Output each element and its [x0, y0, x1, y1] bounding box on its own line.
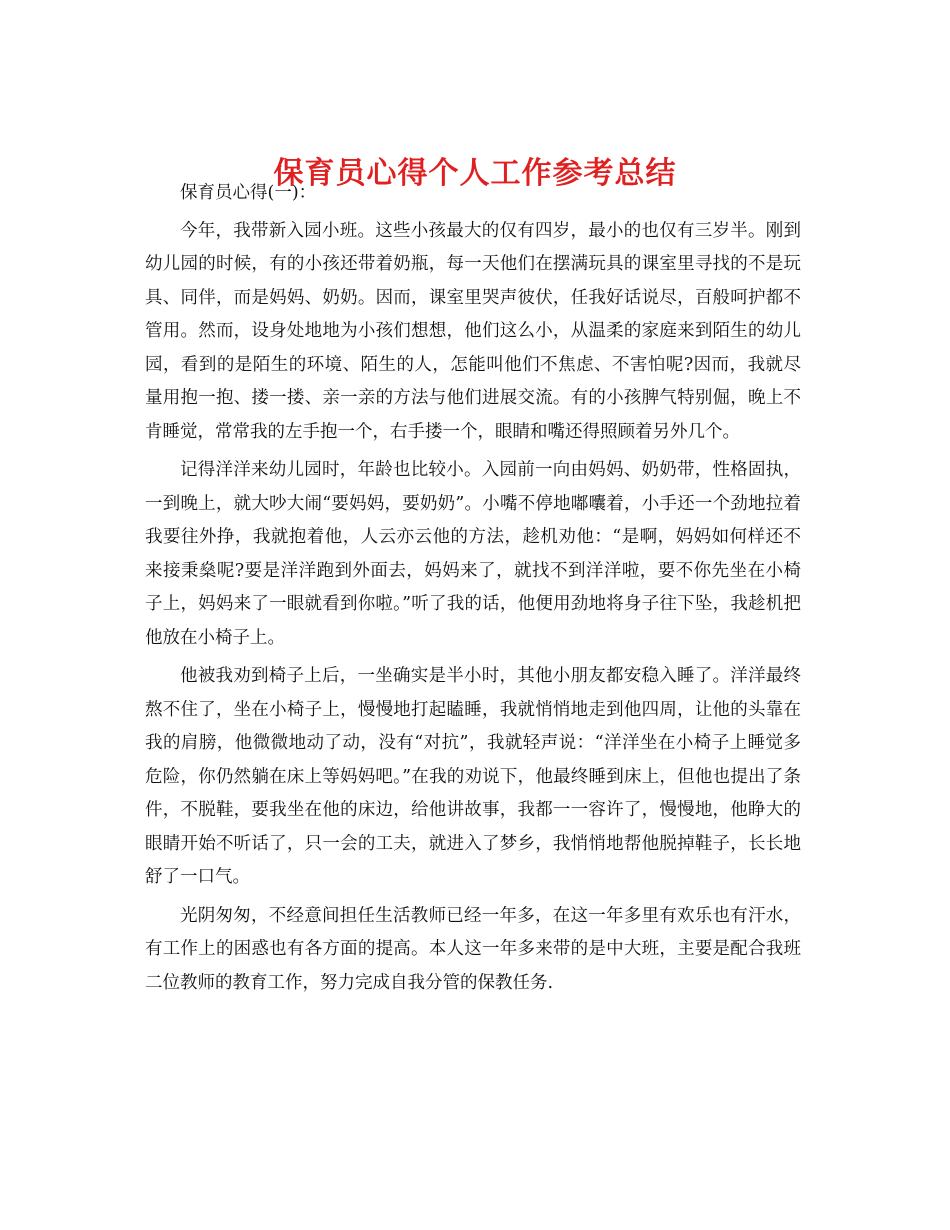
- document-body: [145, 177, 801, 1005]
- document-title: 保育员心得个人工作参考总结: [273, 156, 677, 192]
- paragraph-4: 光阴匆匆，不经意间担任生活教师已经一年多，在这一年多里有欢乐也有汗水，有工作上的困惑也有各方面的提高。本人这一年多来带的是中大班，主要是配合我班二位教师的教育工作，努力完成自我分管的保教任务.: [145, 905, 801, 993]
- section-heading: 保育员心得(一)：: [180, 183, 317, 203]
- paragraph-1: 今年，我带新入园小班。这些小孩最大的仅有四岁，最小的也仅有三岁半。刚到幼儿园的时候，有的小孩还带着奶瓶，每一天他们在摆满玩具的课室里寻找的不是玩具、同伴，而是妈妈、奶奶。因而，课室里哭声彼伏，任我好话说尽，百般呵护都不管用。然而，设身处地地为小孩们想想，他们这么小，从温柔的家庭来到陌生的幼儿园，看到的是陌生的环境、陌生的人，怎能叫他们不焦虑、不害怕呢?因而，我就尽量用抱一抱、搂一搂、亲一亲的方法与他们进展交流。有的小孩脾气特别倔，晚上不肯睡觉，常常我的左手抱一个，右手搂一个，眼睛和嘴还得照顾着另外几个。: [145, 220, 801, 442]
- paragraph-2: 记得洋洋来幼儿园时，年龄也比较小。入园前一向由妈妈、奶奶带，性格固执，一到晚上，就大吵大闹“要妈妈，要奶奶”。小嘴不停地嘟囔着，小手还一个劲地拉着我要往外挣，我就抱着他，人云亦云他的方法，趁机劝他：“是啊，妈妈如何样还不来接秉燊呢?要是洋洋跑到外面去，妈妈来了，就找不到洋洋啦，要不你先坐在小椅子上，妈妈来了一眼就看到你啦。”听了我的话，他便用劲地将身子往下坠，我趁机把他放在小椅子上。: [145, 460, 801, 648]
- paragraph-3: 他被我劝到椅子上后，一坐确实是半小时，其他小朋友都安稳入睡了。洋洋最终熬不住了，坐在小椅子上，慢慢地打起瞌睡，我就悄悄地走到他四周，让他的头靠在我的肩膀，他微微地动了动，没有“对抗”，我就轻声说：“洋洋坐在小椅子上睡觉多危险，你仍然躺在床上等妈妈吧。”在我的劝说下，他最终睡到床上，但他也提出了条件，不脱鞋，要我坐在他的床边，给他讲故事，我都一一容许了，慢慢地，他睁大的眼睛开始不听话了，只一会的工夫，就进入了梦乡，我悄悄地帮他脱掉鞋子，长长地舒了一口气。: [145, 666, 801, 887]
